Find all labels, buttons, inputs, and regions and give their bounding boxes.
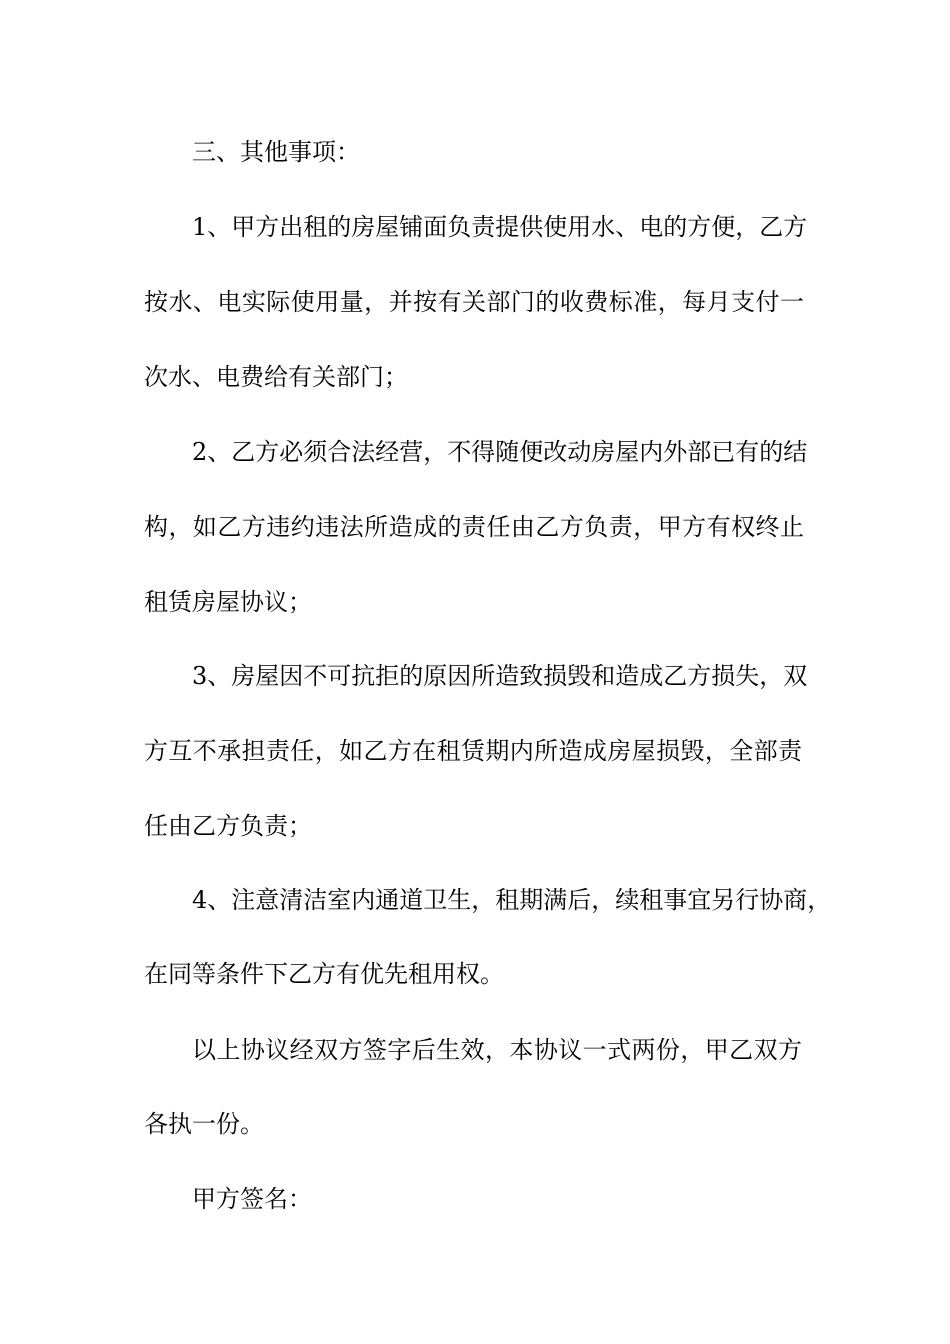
item-2-line-2: 构，如乙方违约违法所造成的责任由乙方负责，甲方有权终止 (144, 513, 804, 541)
item-4-line-1: 4、注意清洁室内通道卫生，租期满后，续租事宜另行协商， (192, 886, 832, 914)
section-heading: 三、其他事项： (192, 138, 360, 166)
closing-line-2: 各执一份。 (144, 1110, 264, 1138)
item-1-line-2: 按水、电实际使用量，并按有关部门的收费标准，每月支付一 (144, 288, 804, 316)
item-3-line-1: 3、房屋因不可抗拒的原因所造致损毁和造成乙方损失，双 (192, 662, 808, 690)
item-3-line-3: 任由乙方负责； (144, 812, 312, 840)
item-3-line-2: 方互不承担责任，如乙方在租赁期内所造成房屋损毁，全部责 (144, 737, 802, 765)
closing-line-1: 以上协议经双方签字后生效，本协议一式两份，甲乙双方 (192, 1036, 802, 1064)
signature-label: 甲方签名： (192, 1185, 312, 1213)
item-2-line-3: 租赁房屋协议； (144, 588, 312, 616)
item-1-line-3: 次水、电费给有关部门； (144, 363, 408, 391)
item-1-line-1: 1、甲方出租的房屋铺面负责提供使用水、电的方便，乙方 (192, 213, 808, 241)
item-2-line-1: 2、乙方必须合法经营，不得随便改动房屋内外部已有的结 (192, 438, 808, 466)
item-4-line-2: 在同等条件下乙方有优先租用权。 (144, 960, 504, 988)
